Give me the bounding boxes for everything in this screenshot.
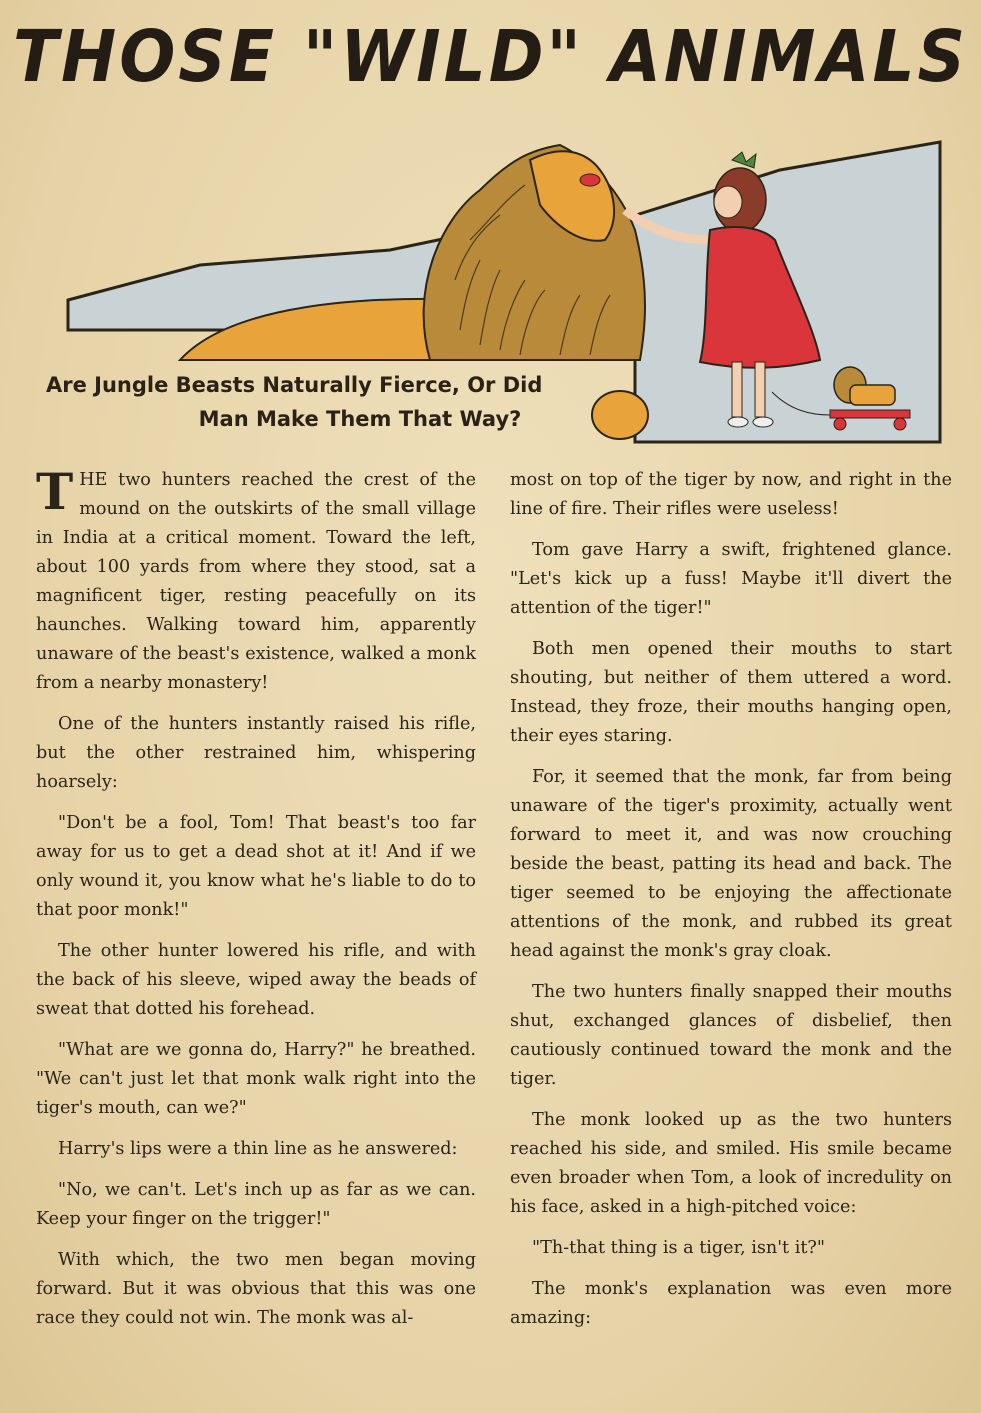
- toy-lion-wheel: [894, 418, 906, 430]
- toy-lion-base: [830, 410, 910, 418]
- left-column: [36, 462, 476, 1345]
- lion-nose: [580, 174, 600, 186]
- paragraph: "What are we gonna do, Harry?" he breathed. "We can't just let that monk walk right into the tiger's mouth, can we?": [36, 1040, 476, 1118]
- subtitle: [40, 368, 620, 436]
- paragraph: "Th-that thing is a tiger, isn't it?": [532, 1238, 825, 1258]
- subtitle-line-2: Man Make Them That Way?: [198, 407, 522, 431]
- paragraph: The monk looked up as the two hunters reached his side, and smiled. His smile became even broader when Tom, a look of incredulity on his face, asked in a high-pitched voice:: [510, 1110, 952, 1217]
- paragraph-text: HE two hunters reached the crest of the mound on the outskirts of the small village in India at a critical moment. Toward the left, about 100 yards from where they stood, sat a magnificent tiger, resting peacefully on its haunches. Walking toward him, apparently unaware of the beast's existence, walked a monk from a nearby monastery!: [36, 470, 476, 693]
- girl-shoe-right: [753, 417, 773, 427]
- paragraph: Harry's lips were a thin line as he answered:: [58, 1139, 458, 1159]
- girl-leg-left: [732, 362, 742, 417]
- girl-leg-right: [755, 362, 765, 417]
- girl-face: [714, 186, 742, 218]
- paragraph: With which, the two men began moving forward. But it was obvious that this was one race they could not win. The monk was al-: [36, 1250, 476, 1328]
- paragraph: most on top of the tiger by now, and right in the line of fire. Their rifles were useless!: [510, 470, 952, 519]
- paragraph: Tom gave Harry a swift, frightened glance. "Let's kick up a fuss! Maybe it'll divert the attention of the tiger!": [510, 540, 952, 618]
- paragraph: "Don't be a fool, Tom! That beast's too far away for us to get a dead shot at it! And if we only wound it, you know what he's liable to do to that poor monk!": [36, 813, 476, 920]
- girl-shoe-left: [728, 417, 748, 427]
- drop-cap: T: [36, 462, 74, 521]
- page-title: THOSE "WILD" ANIMALS: [12, 14, 969, 99]
- toy-lion-wheel: [834, 418, 846, 430]
- toy-lion-body: [850, 385, 895, 405]
- paragraph: For, it seemed that the monk, far from being unaware of the tiger's proximity, actually went forward to meet it, and was now crouching beside the beast, patting its head and back. The tiger seemed to be enjoying the affectionate attentions of the monk, and rubbed its great head against the monk's gray cloak.: [510, 767, 952, 961]
- paragraph: The two hunters finally snapped their mouths shut, exchanged glances of disbelief, then cautiously continued toward the monk and the tiger.: [510, 982, 952, 1089]
- right-column: [510, 466, 952, 1345]
- subtitle-line-1: Are Jungle Beasts Naturally Fierce, Or Did: [46, 373, 543, 397]
- paragraph: The other hunter lowered his rifle, and with the back of his sleeve, wiped away the beads of sweat that dotted his forehead.: [36, 941, 476, 1019]
- paragraph: Both men opened their mouths to start shouting, but neither of them uttered a word. Instead, they froze, their mouths hanging open, their eyes staring.: [510, 639, 952, 746]
- paragraph: "No, we can't. Let's inch up as far as we can. Keep your finger on the trigger!": [36, 1180, 476, 1229]
- girl-bow: [732, 152, 756, 168]
- paragraph: The monk's explanation was even more amazing:: [510, 1279, 952, 1328]
- paragraph: One of the hunters instantly raised his rifle, but the other restrained him, whispering hoarsely:: [36, 714, 476, 792]
- paragraph: [36, 462, 476, 698]
